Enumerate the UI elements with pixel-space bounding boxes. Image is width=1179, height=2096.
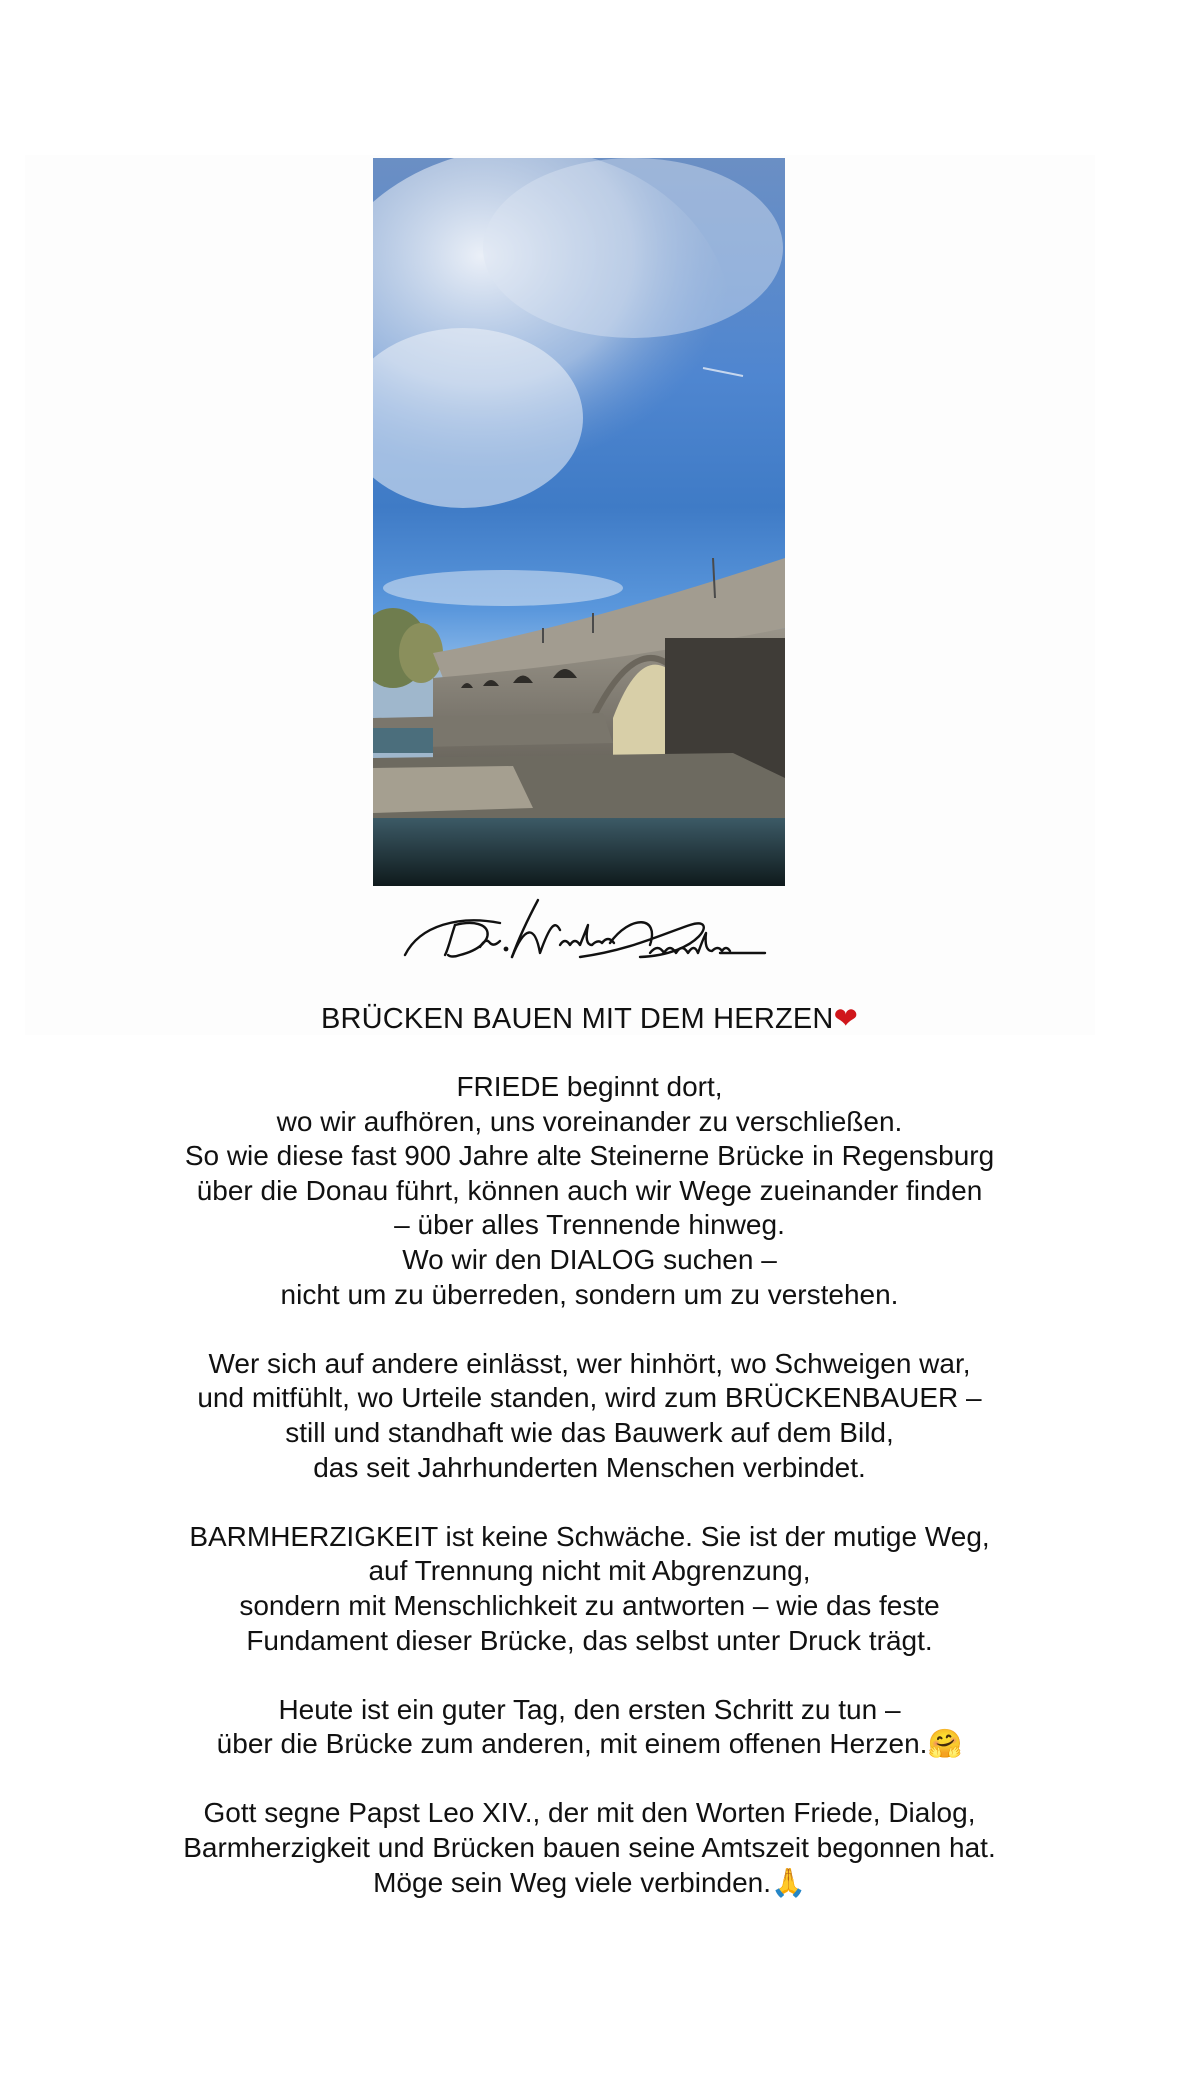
text-line: So wie diese fast 900 Jahre alte Steinerne Brücke in Regensburg	[184, 1140, 995, 1172]
post-title-text: BRÜCKEN BAUEN MIT DEM HERZEN	[320, 1003, 834, 1035]
text-line: Gott segne Papst Leo XIV., der mit den Worten Friede, Dialog,	[203, 1797, 976, 1829]
text-line: nicht um zu überreden, sondern um zu verstehen.	[280, 1278, 899, 1310]
text-line: über die Donau führt, können auch wir Wege zueinander finden	[196, 1174, 983, 1206]
text-line: auf Trennung nicht mit Abgrenzung,	[368, 1555, 811, 1587]
post-body	[0, 1070, 1179, 1935]
author-signature	[400, 895, 770, 985]
text-line: und mitfühlt, wo Urteile standen, wird zum BRÜCKENBAUER –	[197, 1382, 982, 1414]
text-line: das seit Jahrhunderten Menschen verbindet.	[313, 1451, 866, 1483]
bridge-photo-illustration	[373, 158, 785, 886]
text-line-content: über die Brücke zum anderen, mit einem offenen Herzen.	[216, 1728, 928, 1760]
paragraph-blessing	[0, 1796, 1179, 1900]
text-line	[0, 1866, 1179, 1901]
red-heart-icon: ❤	[833, 1001, 859, 1035]
paragraph-peace	[0, 1070, 1179, 1312]
text-line: BARMHERZIGKEIT ist keine Schwäche. Sie ist der mutige Weg,	[189, 1520, 990, 1552]
text-line: Wer sich auf andere einlässt, wer hinhört, wo Schweigen war,	[208, 1347, 971, 1379]
bridge-photo	[373, 158, 785, 886]
text-line: Barmherzigkeit und Brücken bauen seine Amtszeit begonnen hat.	[183, 1832, 996, 1864]
hugging-face-icon: 🤗	[927, 1727, 963, 1761]
text-line: FRIEDE beginnt dort,	[456, 1071, 723, 1102]
paragraph-today	[0, 1693, 1179, 1762]
text-line: – über alles Trennende hinweg.	[394, 1209, 785, 1241]
text-line: still und standhaft wie das Bauwerk auf dem Bild,	[285, 1416, 894, 1448]
text-line: Heute ist ein guter Tag, den ersten Schritt zu tun –	[278, 1693, 901, 1725]
praying-hands-icon: 🙏	[771, 1865, 806, 1899]
text-line-content: Möge sein Weg viele verbinden.	[373, 1866, 772, 1898]
text-line: Fundament dieser Brücke, das selbst unter Druck trägt.	[246, 1624, 933, 1656]
text-line: wo wir aufhören, uns voreinander zu verschließen.	[276, 1105, 903, 1137]
paragraph-bridge-builder	[0, 1347, 1179, 1485]
post-title	[0, 998, 1179, 1039]
paragraph-mercy	[0, 1520, 1179, 1658]
text-line: Wo wir den DIALOG suchen –	[402, 1243, 777, 1275]
text-line: sondern mit Menschlichkeit zu antworten – wie das feste	[239, 1589, 940, 1621]
text-line	[0, 1727, 1179, 1762]
